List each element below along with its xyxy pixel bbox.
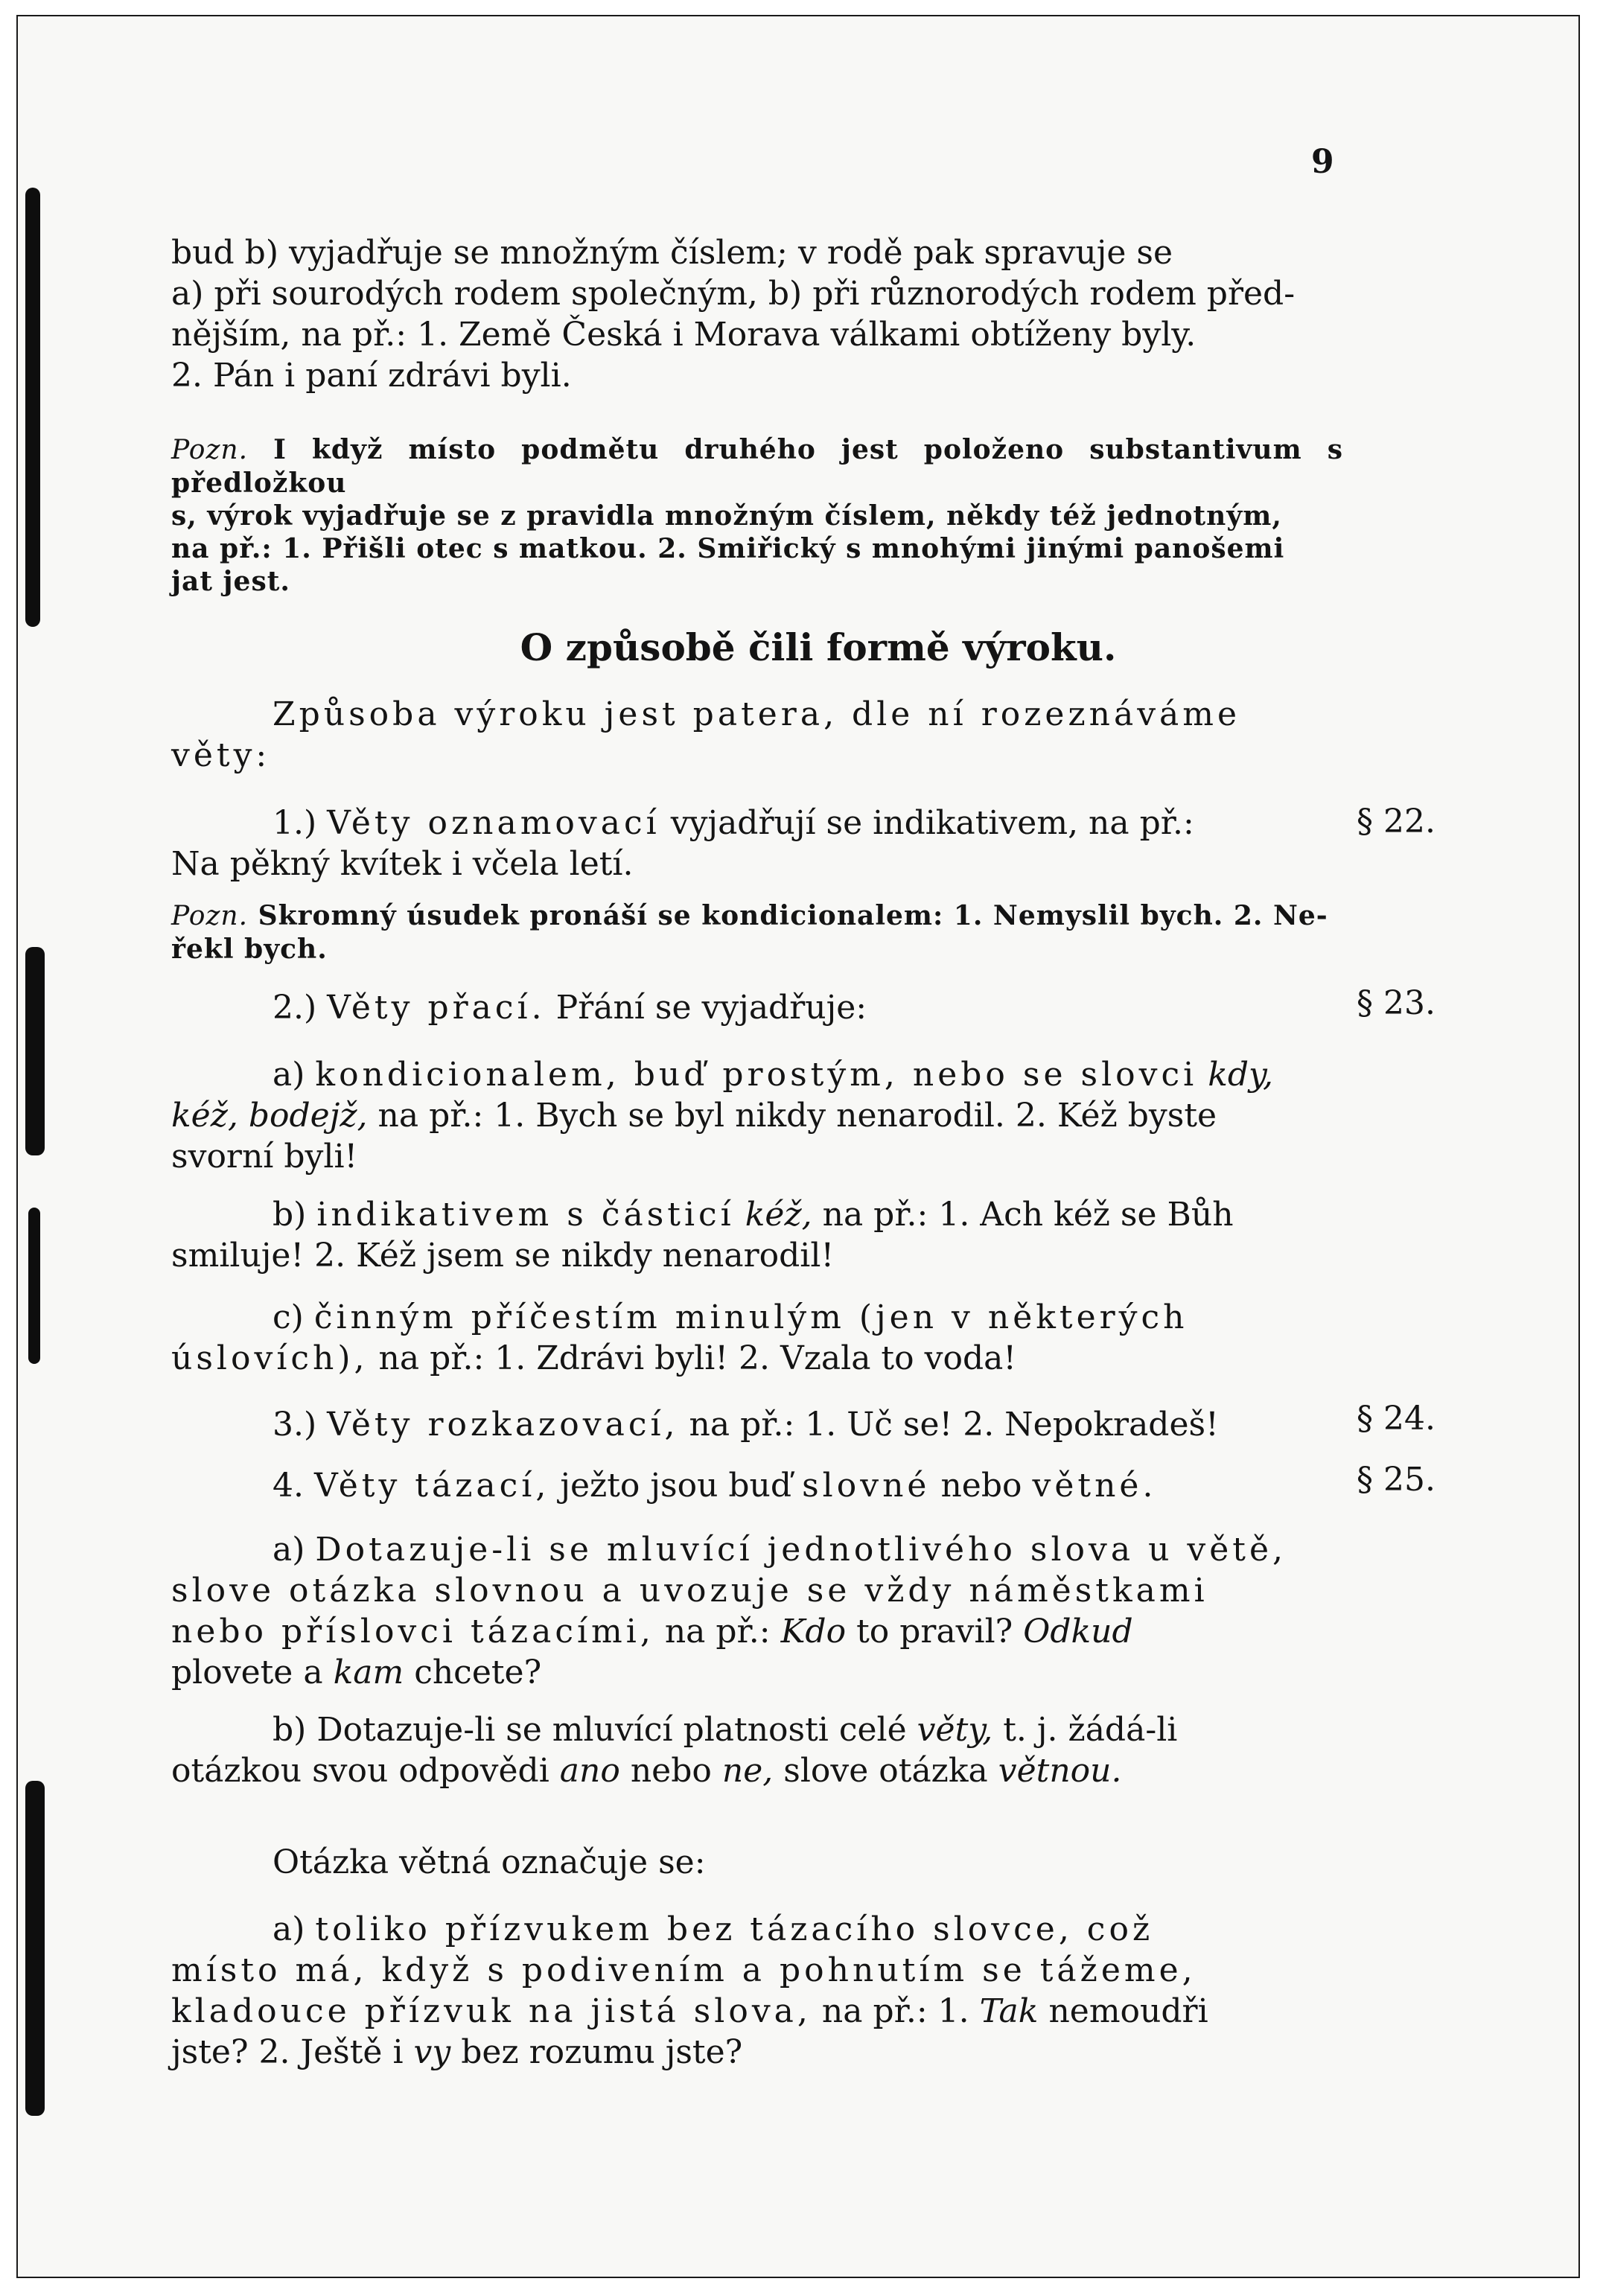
paragraph-mark: § 23. — [1357, 984, 1435, 1022]
item-number: 4. — [273, 1467, 304, 1505]
item-term: kondicionalem, buď prostým, nebo se slovci — [315, 1056, 1198, 1094]
item-3 — [171, 1404, 1343, 1445]
text-line: svorní byli! — [171, 1138, 358, 1176]
note-label: Pozn. — [171, 435, 249, 465]
example-word: ano — [559, 1752, 620, 1790]
text-line: slove otázka slovnou a uvozuje se vždy náměstkami — [171, 1572, 1208, 1610]
text-line: jste? 2. Ještě i — [171, 2033, 404, 2071]
text-line: nemoudři — [1048, 1992, 1208, 2030]
item-1 — [171, 803, 1343, 884]
item-term: toliko přízvukem bez tázacího slovce, což — [315, 1910, 1154, 1948]
example-word: vy — [413, 2033, 451, 2071]
paragraph-mark: § 24. — [1357, 1400, 1435, 1438]
example-word: kéž, — [745, 1196, 812, 1234]
item-letter: b) — [273, 1196, 307, 1234]
note-2 — [171, 899, 1343, 966]
forms-intro — [171, 694, 1343, 776]
text-line: věty: — [171, 736, 271, 774]
text-line: místo má, když s podivením a pohnutím se tážeme, — [171, 1951, 1196, 1989]
example-word: Tak — [979, 1992, 1039, 2030]
example-word: větnou. — [998, 1752, 1122, 1790]
item-term: Dotazuje-li se mluvící jednotlivého slova u větě, — [315, 1531, 1287, 1569]
item-term: úslovích), — [171, 1339, 369, 1377]
example-word: věty, — [917, 1711, 993, 1749]
item-2a — [171, 1054, 1343, 1177]
item-term: Věty rozkazovací, — [327, 1406, 679, 1444]
example-word: kdy, — [1208, 1056, 1274, 1094]
item-letter: a) — [273, 1056, 305, 1094]
text-line: Skromný úsudek pronáší se kondicionalem: 1. Nemyslil bych. 2. Ne- — [258, 900, 1328, 931]
text-line: na př.: 1. Zdrávi byli! 2. Vzala to voda! — [378, 1339, 1017, 1377]
intro-paragraph — [171, 232, 1343, 396]
binding-mark — [25, 1781, 45, 2116]
text-line: na př.: 1. — [821, 1992, 969, 2030]
question-intro: Otázka větná označuje se: — [273, 1843, 706, 1881]
text-line: vyjadřují se indikativem, na př.: — [670, 804, 1194, 842]
item-4 — [171, 1465, 1343, 1506]
item-number: 1.) — [273, 804, 317, 842]
item-term: kladouce přízvuk na jistá slova, — [171, 1992, 812, 2030]
scanned-page — [16, 15, 1580, 2278]
note-label: Pozn. — [171, 901, 249, 931]
example-word: Kdo — [780, 1613, 847, 1651]
item-2 — [171, 987, 1343, 1028]
example-word: kéž, bodejž, — [171, 1097, 368, 1135]
item-2b — [171, 1194, 1343, 1276]
text-line: jat jest. — [171, 566, 290, 597]
item-2c — [171, 1297, 1343, 1379]
text-line: 2. Pán i paní zdrávi byli. — [171, 357, 572, 395]
text-line: slove otázka — [783, 1752, 988, 1790]
note-1 — [171, 433, 1343, 598]
example-word: Odkud — [1023, 1613, 1133, 1651]
item-term: nebo příslovci tázacími, — [171, 1613, 654, 1651]
text-line: otázkou svou odpovědi — [171, 1752, 549, 1790]
item-4a — [171, 1529, 1343, 1693]
text-line: I když místo podmětu druhého jest položeno substantivum s předložkou — [171, 434, 1343, 499]
question-a — [171, 1909, 1343, 2073]
text-line: na př.: 1. Přišli otec s matkou. 2. Smiřický s mnohými jinými panošemi — [171, 533, 1285, 564]
text-line: bud b) vyjadřuje se množným číslem; v rodě pak spravuje se — [171, 234, 1173, 272]
text-line: to pravil? — [856, 1613, 1013, 1651]
text-line: a) při sourodých rodem společným, b) při různorodých rodem před- — [171, 275, 1296, 313]
paragraph-mark: § 22. — [1357, 803, 1435, 841]
text-line: nebo — [630, 1752, 712, 1790]
item-term: Věty tázací, — [313, 1467, 550, 1505]
text-line: b) Dotazuje-li se mluvící platnosti celé — [273, 1711, 907, 1749]
example-word: kam — [333, 1654, 404, 1691]
item-term: Věty přací. — [327, 989, 546, 1027]
item-letter: a) — [273, 1910, 305, 1948]
binding-mark — [25, 947, 45, 1155]
item-term: větné. — [1032, 1467, 1157, 1505]
text-line: bez rozumu jste? — [461, 2033, 743, 2071]
item-term: Věty oznamovací — [327, 804, 660, 842]
text-line: Na pěkný kvítek i včela letí. — [171, 845, 634, 883]
text-line: t. j. žádá-li — [1003, 1711, 1178, 1749]
item-term: slovné — [802, 1467, 931, 1505]
text-line: nějším, na př.: 1. Země Česká i Morava válkami obtíženy byly. — [171, 316, 1196, 354]
item-letter: c) — [273, 1298, 304, 1336]
binding-mark — [25, 188, 40, 627]
binding-mark — [28, 1208, 40, 1364]
text-line: na př.: 1. Ach kéž se Bůh — [822, 1196, 1234, 1234]
item-number: 3.) — [273, 1406, 317, 1444]
item-number: 2.) — [273, 989, 317, 1027]
text-line: plovete a — [171, 1654, 323, 1691]
text-line: nebo — [940, 1467, 1022, 1505]
example-word: ne, — [721, 1752, 774, 1790]
text-line: Přání se vyjadřuje: — [555, 989, 867, 1027]
text-line: s, výrok vyjadřuje se z pravidla množným číslem, někdy též jednotným, — [171, 500, 1282, 532]
text-line: na př.: — [664, 1613, 771, 1651]
text-line: na př.: 1. Bych se byl nikdy nenarodil. 2. Kéž byste — [377, 1097, 1217, 1135]
text-line: na př.: 1. Uč se! 2. Nepokradeš! — [689, 1406, 1219, 1444]
item-letter: a) — [273, 1531, 305, 1569]
item-4b — [171, 1709, 1343, 1791]
item-term: indikativem s částicí — [316, 1196, 735, 1234]
section-heading: O způsobě čili formě výroku. — [520, 625, 1117, 669]
text-line: smiluje! 2. Kéž jsem se nikdy nenarodil! — [171, 1237, 835, 1275]
text-line: chcete? — [414, 1654, 542, 1691]
text-line: Způsoba výroku jest patera, dle ní rozeznáváme — [273, 695, 1241, 733]
text-line: řekl bych. — [171, 934, 328, 965]
paragraph-mark: § 25. — [1357, 1461, 1435, 1499]
item-term: činným příčestím minulým (jen v některých — [313, 1298, 1188, 1336]
text-line: ježto jsou buď — [560, 1467, 792, 1505]
page-number: 9 — [1311, 143, 1334, 181]
